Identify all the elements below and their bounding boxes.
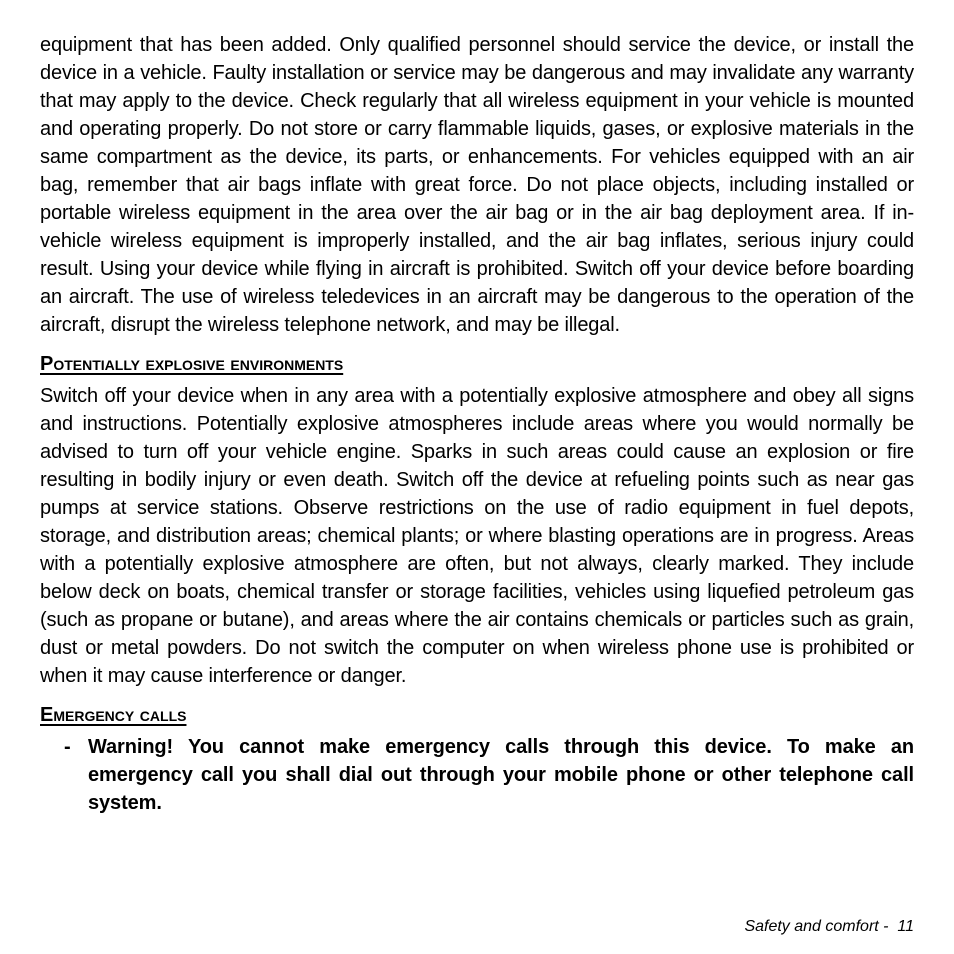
- warning-item: [40, 733, 914, 817]
- page-footer: Safety and comfort - 11: [744, 918, 914, 935]
- paragraph-explosive-environments: Switch off your device when in any area with a potentially explosive atmosphere and obey all signs and instructions. Potentially explosive atmospheres include areas where you would normally be advised to turn off your vehicle engine. Sparks in such areas could cause an explosion or fire resulting in bodily injury or even death. Switch off the device at refueling points such as near gas pumps at service stations. Observe restrictions on the use of radio equipment in fuel depots, storage, and distribution areas; chemical plants; or where blasting operations are in progress. Areas with a potentially explosive atmosphere are often, but not always, clearly marked. They include below deck on boats, chemical transfer or storage facilities, vehicles using liquefied petroleum gas (such as propane or butane), and areas where the air contains chemicals or particles such as grain, dust or metal powders. Do not switch the computer on when wireless phone use is prohibited or when it may cause interference or danger.: [40, 385, 914, 687]
- heading-potentially-explosive-environments: Potentially explosive environments: [40, 353, 344, 375]
- page-content: [40, 31, 914, 817]
- warning-text: Warning! You cannot make emergency calls through this device. To make an emergency call you shall dial out through your mobile phone or other telephone call system.: [88, 736, 914, 814]
- heading-emergency-calls: Emergency calls: [40, 704, 187, 726]
- warning-bullet: -: [64, 736, 71, 758]
- warning-list: [40, 733, 914, 817]
- paragraph-vehicles: equipment that has been added. Only qualified personnel should service the device, or install the device in a vehicle. Faulty installation or service may be dangerous and may invalidate any warranty that may apply to the device. Check regularly that all wireless equipment in your vehicle is mounted and operating properly. Do not store or carry flammable liquids, gases, or explosive materials in the same compartment as the device, its parts, or enhancements. For vehicles equipped with an air bag, remember that air bags inflate with great force. Do not place objects, including installed or portable wireless equipment in the area over the air bag or in the air bag deployment area. If in-vehicle wireless equipment is improperly installed, and the air bag inflates, serious injury could result. Using your device while flying in aircraft is prohibited. Switch off your device before boarding an aircraft. The use of wireless teledevices in an aircraft may be dangerous to the operation of the aircraft, disrupt the wireless telephone network, and may be illegal.: [40, 34, 914, 336]
